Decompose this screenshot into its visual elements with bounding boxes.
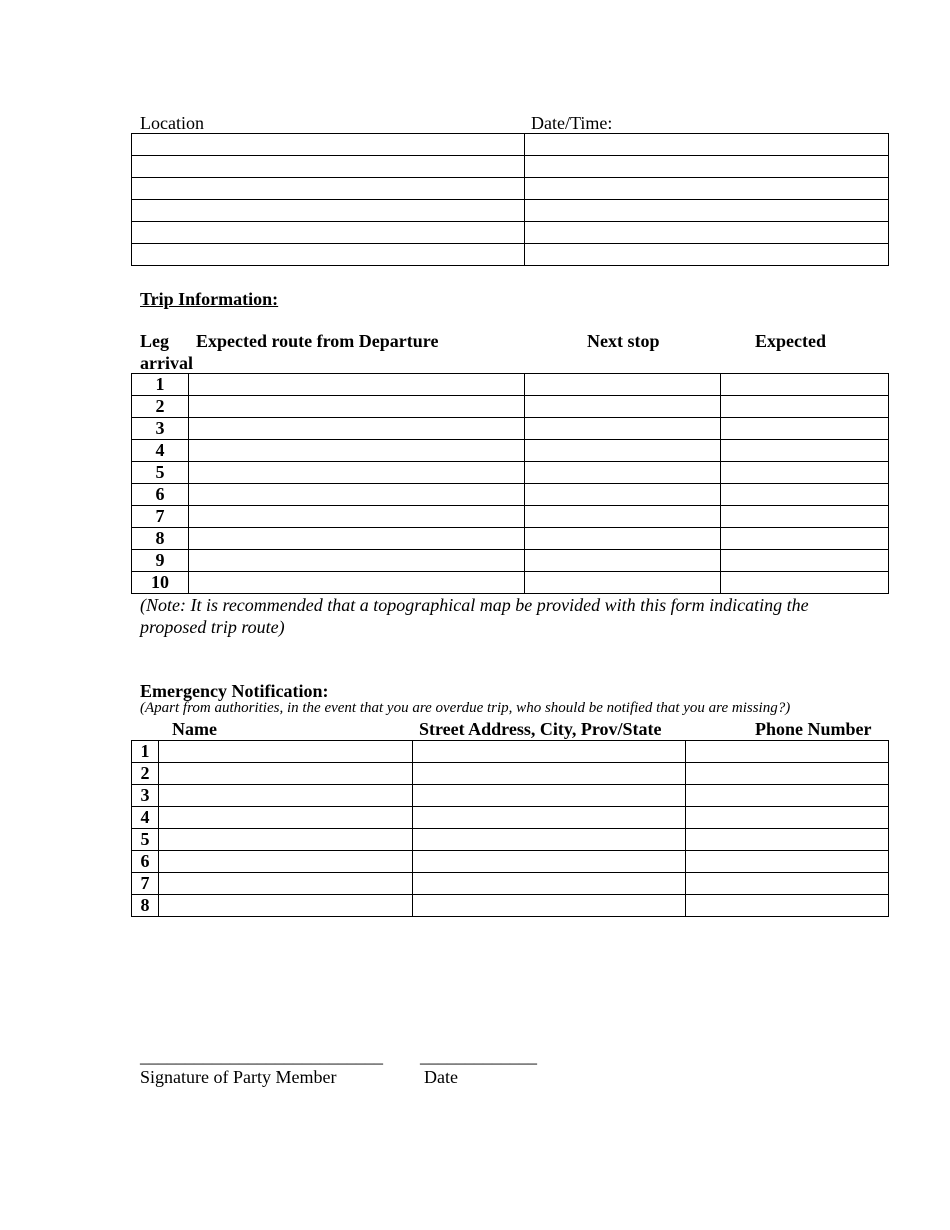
col-arrival-header: arrival: [140, 353, 193, 373]
leg-number: 2: [132, 396, 189, 418]
name-cell[interactable]: [159, 763, 413, 785]
expected-arrival-cell[interactable]: [721, 374, 889, 396]
name-cell[interactable]: [159, 851, 413, 873]
table-row: [132, 550, 889, 572]
location-cell[interactable]: [132, 178, 525, 200]
location-label: Location: [140, 113, 204, 133]
leg-number: 1: [132, 374, 189, 396]
col-address-header: Street Address, City, Prov/State: [419, 719, 662, 739]
trip-information-heading: Trip Information:: [140, 289, 279, 309]
emergency-heading: Emergency Notification:: [140, 681, 329, 701]
expected-arrival-cell[interactable]: [721, 506, 889, 528]
address-cell[interactable]: [413, 829, 686, 851]
contact-number: 5: [132, 829, 159, 851]
table-row: [132, 178, 889, 200]
next-stop-cell[interactable]: [525, 418, 721, 440]
col-route-header: Expected route from Departure: [196, 331, 439, 351]
next-stop-cell[interactable]: [525, 440, 721, 462]
phone-cell[interactable]: [686, 785, 889, 807]
expected-arrival-cell[interactable]: [721, 484, 889, 506]
name-cell[interactable]: [159, 741, 413, 763]
table-row: [132, 484, 889, 506]
expected-arrival-cell[interactable]: [721, 418, 889, 440]
trip-table: [131, 373, 889, 594]
expected-arrival-cell[interactable]: [721, 550, 889, 572]
next-stop-cell[interactable]: [525, 462, 721, 484]
datetime-cell[interactable]: [525, 134, 889, 156]
datetime-cell[interactable]: [525, 156, 889, 178]
datetime-label: Date/Time:: [531, 113, 613, 133]
next-stop-cell[interactable]: [525, 528, 721, 550]
table-row: [132, 440, 889, 462]
table-row: [132, 506, 889, 528]
col-next-stop-header: Next stop: [587, 331, 660, 351]
date-label: Date: [424, 1067, 458, 1087]
name-cell[interactable]: [159, 807, 413, 829]
phone-cell[interactable]: [686, 895, 889, 917]
table-row: [132, 895, 889, 917]
location-cell[interactable]: [132, 156, 525, 178]
contact-number: 4: [132, 807, 159, 829]
leg-number: 6: [132, 484, 189, 506]
next-stop-cell[interactable]: [525, 506, 721, 528]
table-row: [132, 156, 889, 178]
date-line[interactable]: _____________: [420, 1046, 537, 1066]
table-row: [132, 222, 889, 244]
contact-number: 7: [132, 873, 159, 895]
table-row: [132, 785, 889, 807]
table-row: [132, 462, 889, 484]
leg-number: 3: [132, 418, 189, 440]
table-row: [132, 374, 889, 396]
datetime-cell[interactable]: [525, 178, 889, 200]
route-cell[interactable]: [189, 418, 525, 440]
table-row: [132, 741, 889, 763]
datetime-cell[interactable]: [525, 222, 889, 244]
contact-number: 6: [132, 851, 159, 873]
table-row: [132, 134, 889, 156]
leg-number: 5: [132, 462, 189, 484]
address-cell[interactable]: [413, 895, 686, 917]
location-cell[interactable]: [132, 244, 525, 266]
leg-number: 7: [132, 506, 189, 528]
table-row: [132, 873, 889, 895]
phone-cell[interactable]: [686, 851, 889, 873]
table-row: [132, 244, 889, 266]
signature-label: Signature of Party Member: [140, 1067, 337, 1087]
leg-number: 4: [132, 440, 189, 462]
next-stop-cell[interactable]: [525, 396, 721, 418]
table-row: [132, 572, 889, 594]
table-row: [132, 807, 889, 829]
datetime-cell[interactable]: [525, 244, 889, 266]
leg-number: 10: [132, 572, 189, 594]
route-cell[interactable]: [189, 550, 525, 572]
route-cell[interactable]: [189, 572, 525, 594]
contact-number: 2: [132, 763, 159, 785]
phone-cell[interactable]: [686, 873, 889, 895]
leg-number: 8: [132, 528, 189, 550]
route-cell[interactable]: [189, 506, 525, 528]
phone-cell[interactable]: [686, 829, 889, 851]
contact-number: 1: [132, 741, 159, 763]
datetime-cell[interactable]: [525, 200, 889, 222]
table-row: [132, 418, 889, 440]
table-row: [132, 851, 889, 873]
table-row: [132, 396, 889, 418]
location-cell[interactable]: [132, 134, 525, 156]
col-expected-header: Expected: [755, 331, 826, 351]
phone-cell[interactable]: [686, 763, 889, 785]
name-cell[interactable]: [159, 895, 413, 917]
note-line-1: (Note: It is recommended that a topographical map be provided with this form indicating the: [140, 595, 809, 615]
address-cell[interactable]: [413, 785, 686, 807]
name-cell[interactable]: [159, 785, 413, 807]
col-phone-header: Phone Number: [755, 719, 872, 739]
phone-cell[interactable]: [686, 741, 889, 763]
signature-line[interactable]: ___________________________: [140, 1046, 383, 1066]
note-line-2: proposed trip route): [140, 617, 285, 637]
emergency-subheading: (Apart from authorities, in the event that you are overdue trip, who should be notified that you are missing?): [140, 700, 791, 716]
col-name-header: Name: [172, 719, 217, 739]
address-cell[interactable]: [413, 807, 686, 829]
leg-number: 9: [132, 550, 189, 572]
address-cell[interactable]: [413, 851, 686, 873]
route-cell[interactable]: [189, 528, 525, 550]
route-cell[interactable]: [189, 440, 525, 462]
name-cell[interactable]: [159, 873, 413, 895]
name-cell[interactable]: [159, 829, 413, 851]
route-cell[interactable]: [189, 374, 525, 396]
expected-arrival-cell[interactable]: [721, 572, 889, 594]
address-cell[interactable]: [413, 763, 686, 785]
emergency-table: [131, 740, 889, 917]
table-row: [132, 829, 889, 851]
expected-arrival-cell[interactable]: [721, 440, 889, 462]
expected-arrival-cell[interactable]: [721, 528, 889, 550]
table-row: [132, 200, 889, 222]
expected-arrival-cell[interactable]: [721, 462, 889, 484]
next-stop-cell[interactable]: [525, 374, 721, 396]
next-stop-cell[interactable]: [525, 572, 721, 594]
next-stop-cell[interactable]: [525, 484, 721, 506]
expected-arrival-cell[interactable]: [721, 396, 889, 418]
location-cell[interactable]: [132, 200, 525, 222]
route-cell[interactable]: [189, 484, 525, 506]
contact-number: 3: [132, 785, 159, 807]
col-leg-header: Leg: [140, 331, 169, 351]
table-row: [132, 763, 889, 785]
phone-cell[interactable]: [686, 807, 889, 829]
address-cell[interactable]: [413, 873, 686, 895]
next-stop-cell[interactable]: [525, 550, 721, 572]
location-table: [131, 133, 889, 266]
route-cell[interactable]: [189, 462, 525, 484]
location-cell[interactable]: [132, 222, 525, 244]
route-cell[interactable]: [189, 396, 525, 418]
contact-number: 8: [132, 895, 159, 917]
table-row: [132, 528, 889, 550]
address-cell[interactable]: [413, 741, 686, 763]
